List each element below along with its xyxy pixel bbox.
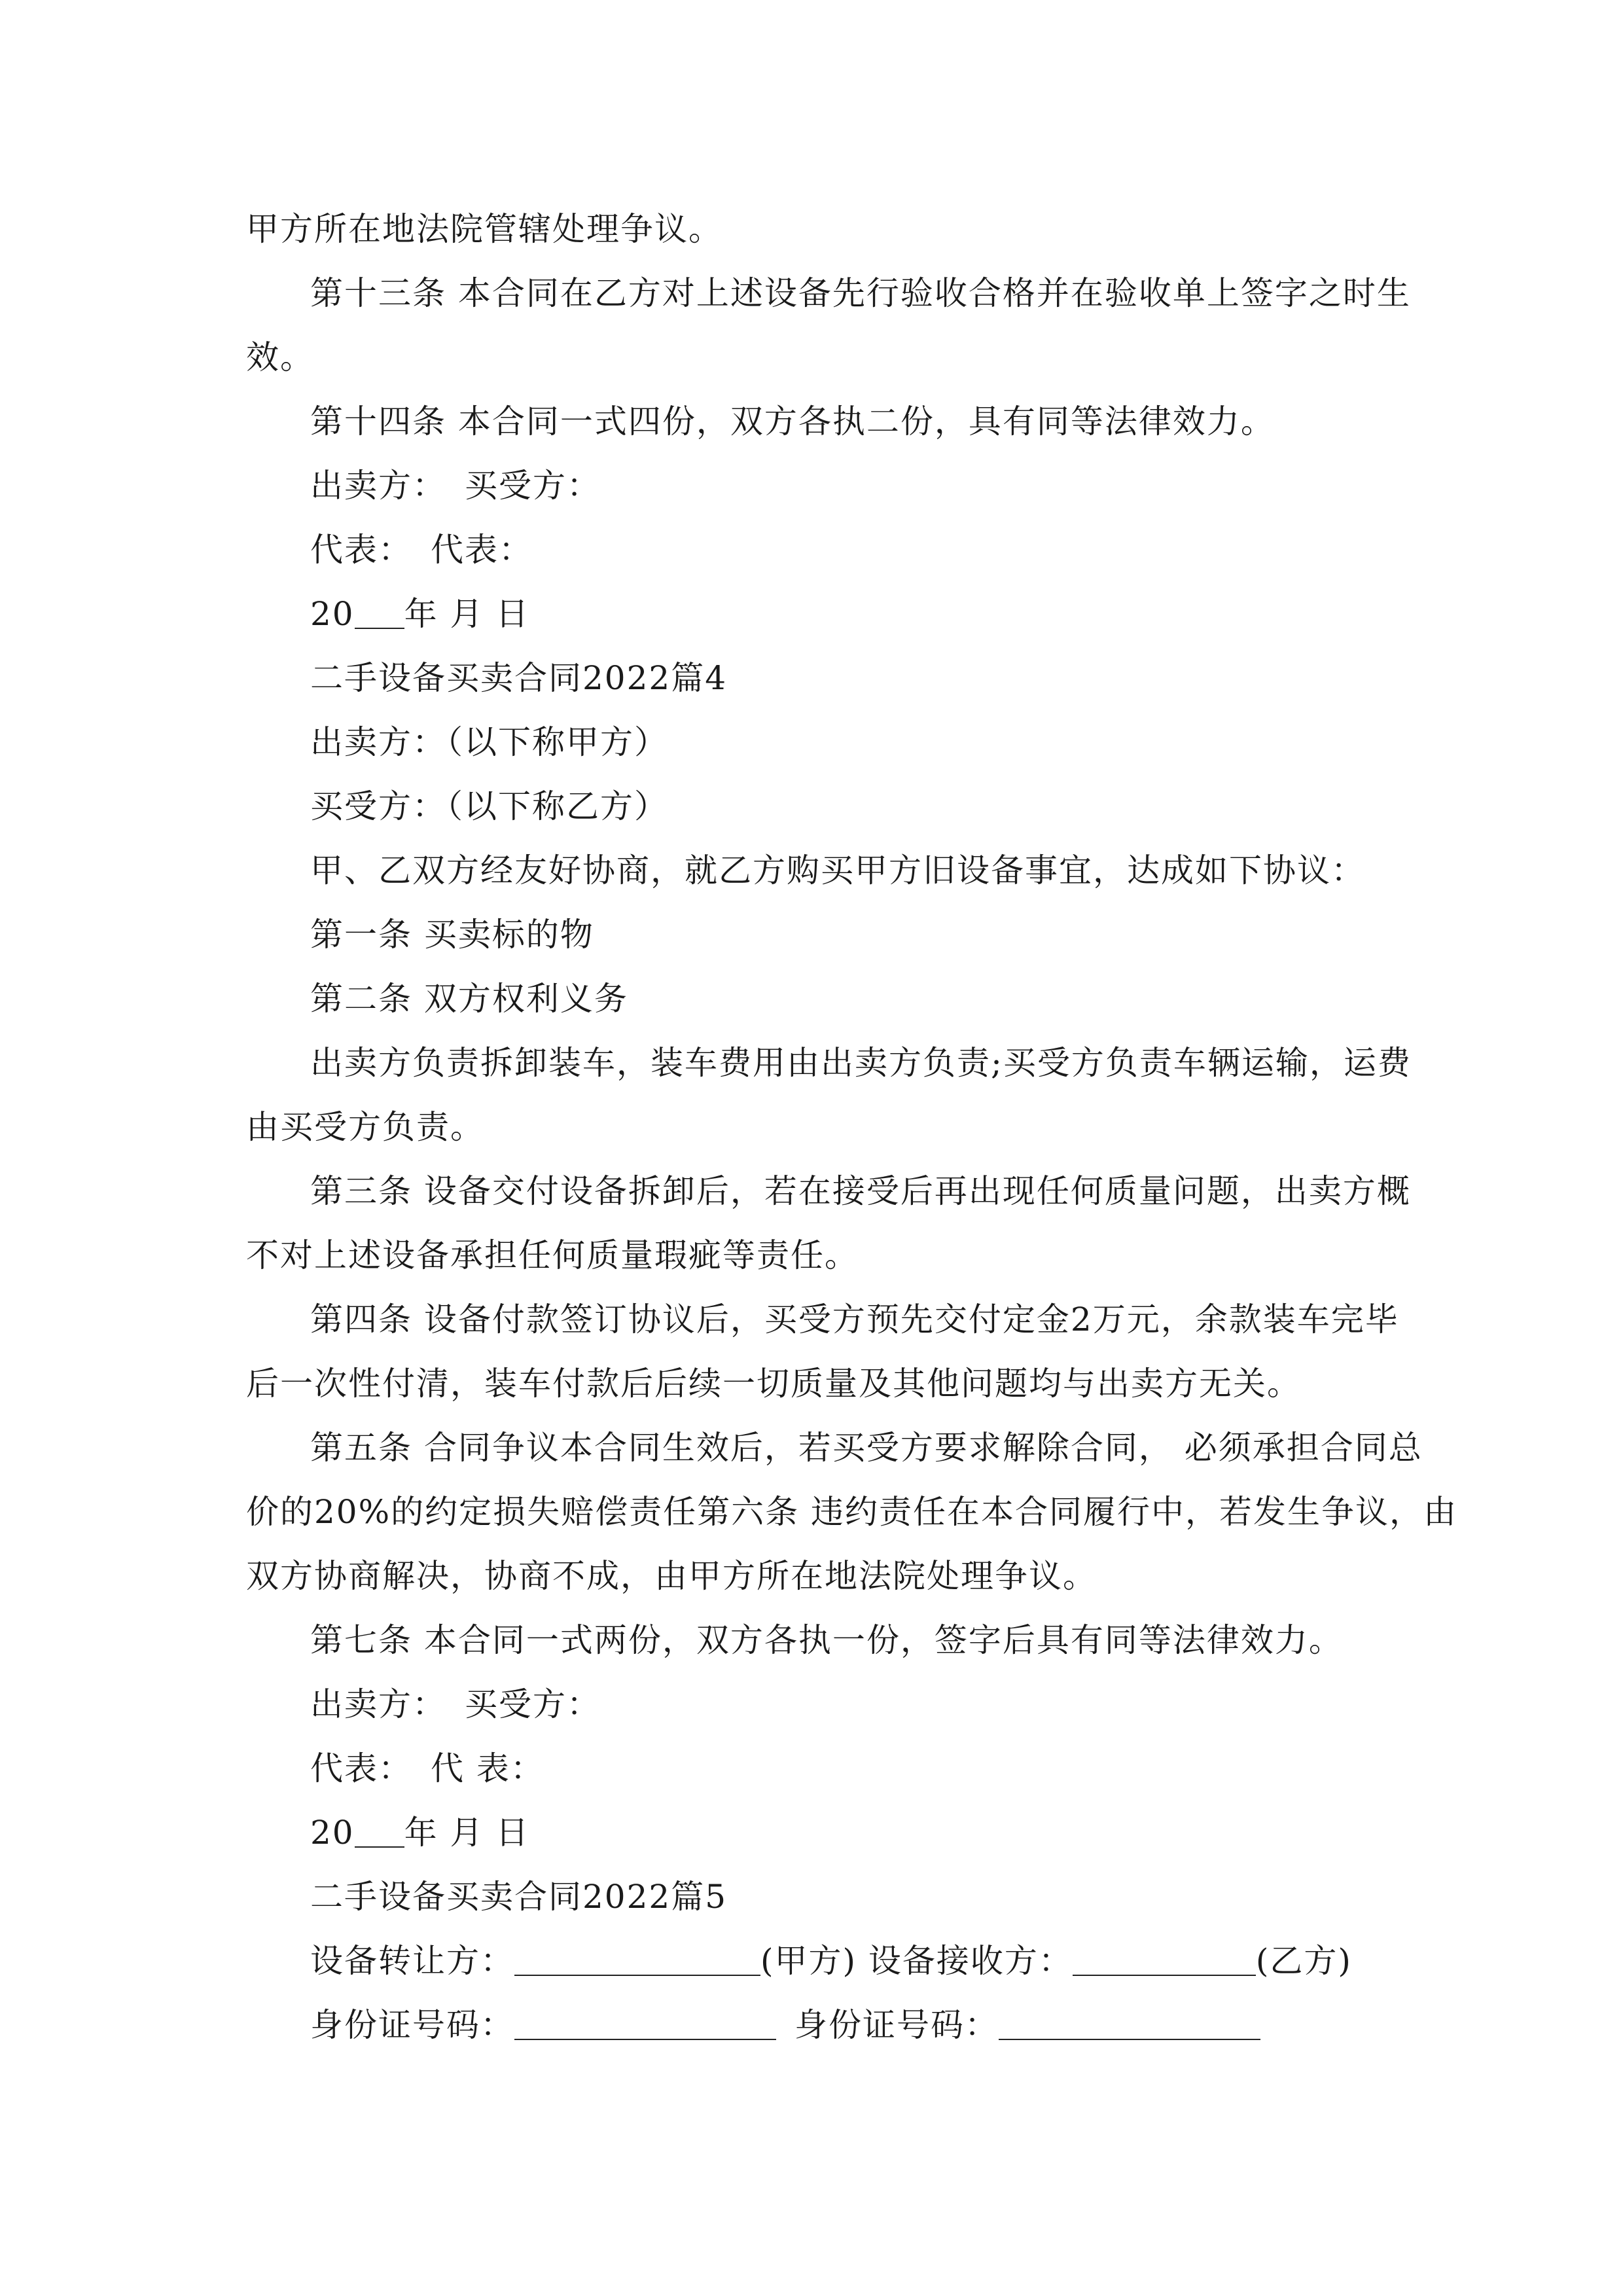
clause-4-line-2: 后一次性付清，装车付款后后续一切质量及其他问题均与出卖方无关。: [246, 1365, 1301, 1403]
id-label-1: 身份证号码：: [310, 2006, 514, 2044]
representative-row: [310, 530, 533, 569]
receiver-blank: [1073, 1946, 1256, 1976]
date-rest-2: 年 月 日: [404, 1814, 530, 1852]
party-b-suffix: (乙方): [1255, 1942, 1352, 1980]
clause-7: 第七条 本合同一式两份，双方各执一份，签字后具有同等法律效力。: [310, 1621, 1343, 1659]
signature-parties-row: [310, 466, 601, 505]
date-year-blank-2: [355, 1818, 404, 1848]
date-year-blank: [355, 599, 404, 629]
representative-row-2: [310, 1749, 544, 1788]
clause-13-line-1: 第十三条 本合同在乙方对上述设备先行验收合格并在验收单上签字之时生: [310, 274, 1411, 312]
seller-line: 出卖方：（以下称甲方）: [310, 723, 668, 761]
clause-13-line-2: 效。: [246, 338, 314, 376]
seller-label-2: 出卖方：: [310, 1685, 446, 1723]
signature-parties-row-2: [310, 1685, 601, 1724]
transferor-blank: [514, 1946, 760, 1976]
clause-4-line-1: 第四条 设备付款签订协议后，买受方预先交付定金2万元，余款装车完毕: [310, 1300, 1399, 1338]
id-number-row: [310, 2005, 1260, 2045]
clause-5-line-3: 双方协商解决，协商不成，由甲方所在地法院处理争议。: [246, 1557, 1097, 1595]
id-blank-1: [514, 2010, 776, 2040]
paragraph-line: 甲方所在地法院管辖处理争议。: [246, 210, 722, 248]
buyer-rep-label: 代表：: [431, 531, 533, 569]
clause-3-line-1: 第三条 设备交付设备拆卸后，若在接受后再出现任何质量问题，出卖方概: [310, 1172, 1411, 1210]
clause-1: 第一条 买卖标的物: [310, 916, 594, 954]
agreement-intro: 甲、乙双方经友好协商，就乙方购买甲方旧设备事宜，达成如下协议：: [310, 852, 1365, 889]
clause-5-line-2: 价的20%的约定损失赔偿责任第六条 违约责任在本合同履行中，若发生争议，由: [246, 1493, 1458, 1531]
clause-2-body-line-2: 由买受方负责。: [246, 1108, 484, 1146]
seller-rep-label-2: 代表：: [310, 1749, 412, 1787]
clause-2-body-line-1: 出卖方负责拆卸装车，装车费用由出卖方负责;买受方负责车辆运输，运费: [310, 1044, 1412, 1082]
clause-5-line-1: 第五条 合同争议本合同生效后，若买受方要求解除合同， 必须承担合同总: [310, 1429, 1423, 1467]
date-row: [310, 594, 529, 634]
date-rest: 年 月 日: [404, 595, 530, 633]
seller-rep-label: 代表：: [310, 531, 412, 569]
date-year-prefix-2: 20: [310, 1814, 355, 1852]
clause-14: 第十四条 本合同一式四份，双方各执二份，具有同等法律效力。: [310, 403, 1275, 440]
buyer-label-2: 买受方：: [465, 1685, 601, 1723]
section-heading-4: 二手设备买卖合同2022篇4: [310, 659, 728, 697]
transferor-label: 设备转让方：: [310, 1942, 514, 1980]
clause-3-line-2: 不对上述设备承担任何质量瑕疵等责任。: [246, 1236, 859, 1274]
buyer-label: 买受方：: [465, 467, 601, 505]
receiver-label: (甲方) 设备接收方：: [760, 1942, 1073, 1980]
buyer-line: 买受方：（以下称乙方）: [310, 787, 668, 825]
seller-label: 出卖方：: [310, 467, 446, 505]
id-blank-2: [999, 2010, 1260, 2040]
buyer-rep-label-2: 代 表：: [431, 1749, 544, 1787]
date-row-2: [310, 1813, 529, 1852]
transfer-parties-row: [310, 1941, 1352, 1981]
clause-2: 第二条 双方权利义务: [310, 980, 628, 1018]
id-label-2: 身份证号码：: [794, 2006, 999, 2044]
date-year-prefix: 20: [310, 595, 355, 633]
section-heading-5: 二手设备买卖合同2022篇5: [310, 1878, 728, 1916]
